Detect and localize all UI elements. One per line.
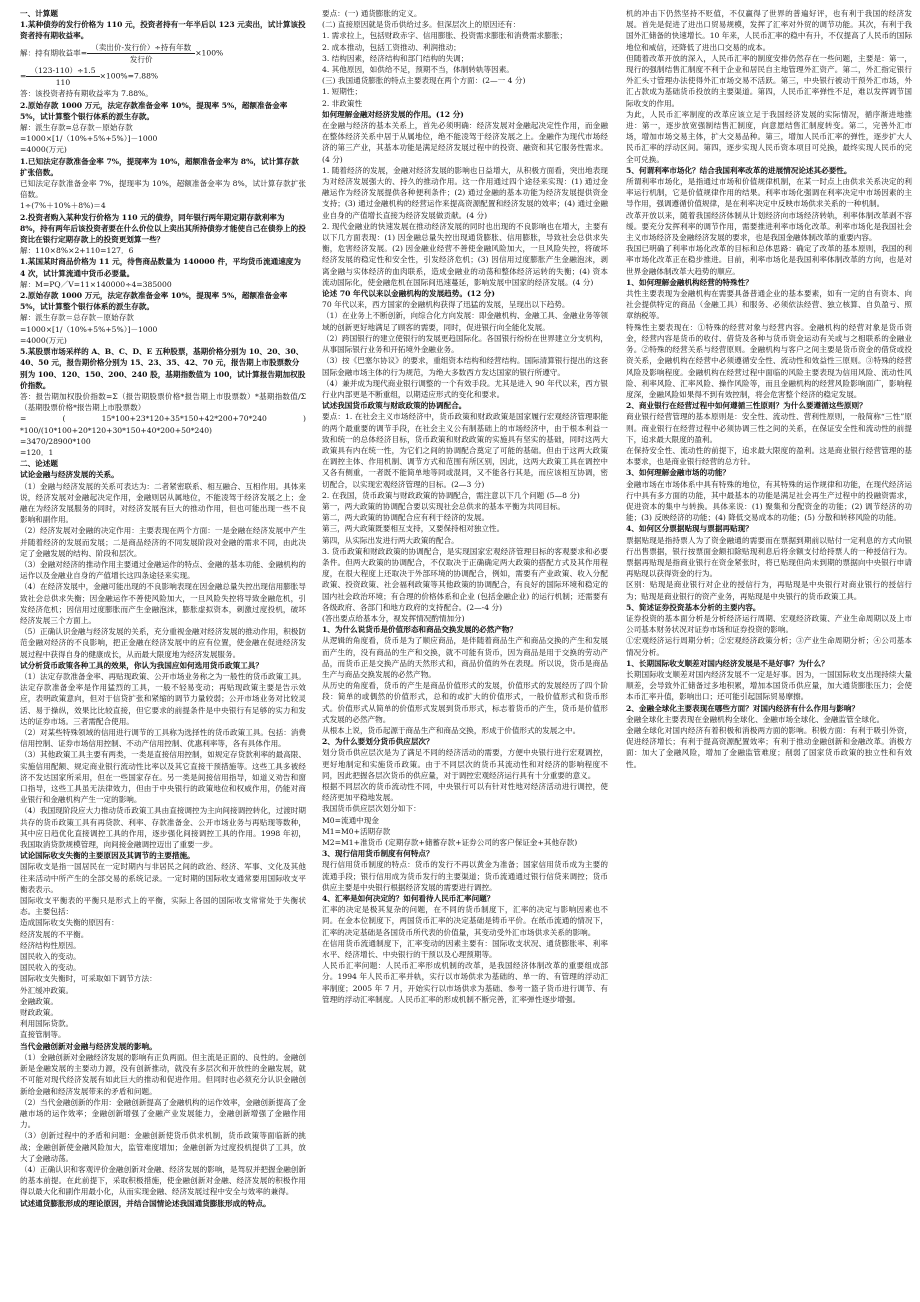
question-3: 1.已知法定存款准备金率 7%，提现率为 10%，超额准备金率为 8%，试计算存款扩张倍数。 [20,156,299,177]
paragraph: 1. 需求拉上，包括财政赤字、信用膨胀、投资需求膨胀和消费需求膨胀； [322,31,568,41]
question-title: 如何理解金融对经济发展的作用。(12 分) [322,109,464,119]
essay-4-paragraph: （2）当代金融创新的作用：金融创新提高了金融机构的运作效率，金融创新提高了金融市场的运作效率；金融创新增强了金融产业发展能力，金融创新增强了金融作用力。 [20,1097,306,1130]
paragraph: 我国已明确了利率市场化改革的目标和总体思路：确定了改革的基本原则，我国的利率市场化改革正在稳步推进。目前，利率市场化是我国利率体制改革的方向，也是对世界金融体制改革大趋势的顺应。 [626,244,912,276]
essay-4-paragraph: （4）正确认识和客观评价金融创新对金融、经济发展的影响，是驾驭并把握金融创新的基本前提。在此前提下，采取积极措施，使金融创新对金融、经济发展的积极作用得以最大化和副作用最小化，从而实现金融、经济发展过程中安全与效率的兼得。 [20,1164,306,1197]
q6-line-3: =4000(万元) [20,335,67,345]
essay-2-paragraph: （1）法定存款准备金率、再贴现政策、公开市场业务称之为一般性的货币政策工具。法定存款准备金率是作用猛烈的工具，一般不轻易变动；再贴现政策主要是告示效应，表明政策意向，但对于信贷扩张和紧缩的调节力量较弱；公开市场业务对比较灵活、易于操纵，效果比比较直接，但它要求的前提条件是中央银行有足够的实力和发达的证券市场。三者需配合使用。 [20,671,306,726]
paragraph: 1. 短期性； [322,87,363,97]
column-left [20,8,314,1296]
question-title: 3、如何理解金融市场的功能？ [626,468,731,478]
paragraph: 特殊性主要表现在：①特殊的经营对象与经营内容。金融机构的经营对象是货币资金，经营内容是货币的收付、借贷及各种与货币资金运动有关或与之相联系的金融业务。②特殊的经营关系与经营原则。金融机构与客户之间主要是货币资金的借贷或投资关系，金融机构在经营中必须遵循安全性、流动性和效益性三原则。③特殊的经营风险及影响程度。金融机构在经营过程中面临的风险主要表现为信用风险、流动性风险、利率风险、汇率风险、操作风险等，而且金融机构的经营风险影响面广，影响程度深，金融风险如果得不到有效控制，将会危害整个经济的稳定发展。 [626,322,912,399]
question-5: 1.某国某时商品价格为 11 元，待售商品数量为 140000 件，平均货币流通速度为 4 次，试计算流通中货币必要量。 [20,257,301,278]
q1-formula-prefix: 解：持有期收益率= [20,48,88,58]
question-title: 2、为什么要划分货币供应层次？ [322,737,434,747]
question-title: 1、为什么说货币是价值形态和商品交换发展的必然产物？ [322,625,518,635]
paragraph: 根据不同层次的货币流动性不同，中央银行可以有针对性地对经济活动进行调控，使经济更加平稳地发展。 [322,782,608,803]
essay-1-title: 试论金融与经济发展的关系。 [20,470,119,480]
essay-2-title: 试分析货币政策各种工具的效果，你认为我国应如何选用货币政策工具？ [20,660,263,670]
paragraph: （1）在业务上不断创新，向综合化方向发展：即金融机构、金融工具、金融业务等领域的创新更好地满足了顾客的需要，同时，促进银行向全能化发展。 [322,311,608,332]
paragraph: 第三，两大政策既要相互支持，又要保持相对独立性。 [322,524,505,534]
question-6: 2.原始存款 1000 万元，法定存款准备金率 10%，提现率 5%，超额准备金率 5%，试计算整个银行体系的派生存款。 [20,291,288,312]
paragraph: 区别：贴现是商业银行对企业的授信行为，再贴现是中央银行对商业银行的授信行为；贴现是商业银行的资产业务，再贴现是中央银行的货币政策工具。 [626,580,912,601]
q1-formula-suffix: ×100% [195,48,224,58]
essay-3-line: 财政政策。 [20,1008,58,1018]
essay-5-title: 试述通货膨胀形成的理论原因，并结合国情论述我国通货膨胀形成的特点。 [20,1198,271,1208]
question-title: 5、何谓利率市场化？结合我国利率改革的进展情况论述其必要性。 [626,165,852,175]
q2-line-2: =1000×[1/（10%+5%+5%）]－1000 [20,134,158,144]
question-2: 2.原始存款 1000 万元，法定存款准备金率 10%，提现率 5%，超额准备金率 5%，试计算整个银行体系的派生存款。 [20,100,288,121]
paragraph: 改革开放以来，随着我国经济体制从计划经济向市场经济转轨，利率体制改革剥不容缓。要充分发挥利率的调节作用，需要推进利率市场化改革。利率市场化是我国社会主义市场经济及金融经济发展的要求，也是我国金融体制改革的重要内容。 [626,210,912,243]
essay-3-paragraph: 国际收支平衡表的平衡只是形式上的平衡，实际上各国的国际收支常常处于失衡状态。主要包括： [20,896,306,917]
q1-fraction-denominator: 发行价 [129,54,153,64]
q6-line-2: =1000×[1/（10%+5%+5%）]－1000 [20,324,158,334]
paragraph: 4. 其他原因，如供给不足，预期不当，体制转轨等因素。 [322,65,514,75]
section-title-calculation: 一、计算题 [20,9,58,18]
paragraph: M2=M1+准货币 (定期存款+储蓄存款+证券公司的客户保证金+其他存款) [322,838,578,848]
paragraph: 2. 成本推动，包括工资推动、利润推动； [322,42,461,52]
paragraph: 为此，人民币汇率制度的改革应该立足于我国经济发展的实际情况，循序渐进地推进：第一，逐步放宽强制结售汇制度，向意愿结售汇制度转变。第二，完善外汇市场，增加市场交易主体，扩大交易品种。第三，增加人民币汇率的弹性，逐步扩大人民币汇率的浮动区间。第四，逐步实现人民币资本项目可兑换，最终实现人民币的完全可兑换。 [626,109,912,164]
essay-4-title: 当代金融创新对金融与经济发展的影响。 [20,1041,157,1051]
question-title: 论述 70 年代以来以金融机构的发展趋势。(12 分) [322,289,495,299]
essay-3-line: 国民收入的变动。 [20,952,81,962]
q2-line-3: =4000(万元) [20,145,67,155]
paragraph: 所谓利率市场化，是指通过市场和价值规律机制，在某一时点上由供求关系决定的利率运行机制，它是价值规律作用的结果。利率市场化强调在利率决定中市场因素的主导作用，强调遵循价值规律，是在利率决定中反映市场供求关系的一种机制。 [626,177,912,209]
paragraph: 共性主要表现为金融机构在需要具备普通企业的基本要素，如有一定的自有资本、向社会提供特定的商品（金融工具）和服务、必须依法经营、独立核算、自负盈亏、照章纳税等。 [626,289,912,321]
paragraph: 2. 现代金融业的快速发展在推动经济发展的同时也出现的不良影响也在增大，主要有以下几方面表现：(1) 因金融总量失控出现通货膨胀、信用膨胀，导致社会总供求失衡，危害经济发展。(2) 因金融业经营不善使金融风险加大，一旦风险失控，将破坏经济发展的稳定性和安全性，引发经济危机；(3) 因信用过度膨胀产生金融泡沫，剥离金融与实体经济的血肉联系，造成金融业的动荡和整体经济运转的失衡；(4) 资本流动国际化，使金融危机在国际间迅速蔓延，影响发展中国家的经济发展。(4 分) [322,221,608,287]
essay-3-paragraph: 国际收支是指一国居民在一定时期内与非居民之间的政治、经济、军事、文化及其他往来活动中所产生的全部交易的系统记录。一定时期的国际收支通常要用国际收支平衡表表示。 [20,862,306,894]
paragraph: 1. 随着经济的发展，金融对经济发展的影响也日益增大，从积极方面看，突出地表现为对经济发展强大的、持久的推动作用。这一作用通过四个途径来实现：(1) 通过金融运作为经济发展提供各种便利条件；(2) 通过金融的基本功能为经济发展提供资金支持；(3) 通过金融机构的经营运作来提高资源配置和经济发展的效率；(4) 通过金融业自身的产值增长直接为经济发展做贡献。(4 分) [322,165,608,220]
q1-calc-suffix: ×100%=7.88% [99,71,159,81]
paragraph: 金融全球化对国内经济有着积极和消极两方面的影响。积极方面：有利于吸引外资，促进经济增长；有利于提高资源配置效率；有利于推动金融创新和金融改革。消极方面：加大了金融风险，增加了金融监管难度；削弱了国家货币政策的独立性和有效性。 [626,726,912,769]
column-middle [322,8,608,1296]
paragraph: （2）跨国银行的建立使银行的发展更趋国际化。各国银行纷纷在世界建立分支机构，从事国际银行业务和开拓境外金融业务。 [322,333,608,355]
paragraph: 长期国际收支顺差对国内经济发展不一定是好事。因为，一国国际收支出现持续大量顺差，会导致外汇储备过多地积累，增加本国货币供应量，加大通货膨胀压力；会使本币汇率升值，影响出口；还可能引起国际贸易摩擦。 [626,669,912,702]
q3-line-2: 1÷(7%＋10%＋8%)＝4 [20,201,106,211]
paragraph: 但随着改革开放的深入，人民币汇率的制度安排仍然存在一些问题，主要是：第一，现行的强制结售汇制度不利于企业和居民自主地管理外汇资产。第二，外汇指定银行外汇头寸管理办法使得外汇市场交易不活跃。第三，中央银行被动干预外汇市场，外汇占款成为基础货币投放的主要渠道。第四，人民币汇率弹性不足，难以发挥调节国际收支的作用。 [626,53,912,108]
paragraph: 从逻辑的角度看，货币是为了顺应商品，是伴随着商品生产和商品交换的产生和发展而产生的，没有商品的生产和交换，就不可能有货币，因为商品是用于交换的劳动产品，而货币正是交换产品的天然形式和，商品价值的外在表现。所以说，货币是商品生产与商品交换发展的必然产物。 [322,636,608,679]
q2-line-1: 解：派生存款=总存款－原始存款 [20,123,133,133]
essay-3-line: 直接管制等。 [20,1030,66,1040]
q3-line-1: 已知法定存款准备金率 7%，提现率为 10%，超额准备金率为 8%，试计算存款扩张倍数。 [20,179,306,200]
q1-calculation [20,65,306,88]
essay-3-title: 试论国际收支失衡的主要原因及其调节的主要措施。 [20,851,195,861]
q7-line-4: =120．1 [20,447,54,457]
paragraph: 机的冲击下仍然坚持不贬值，不仅赢得了世界的普遍好评，也有利于我国的经济发展。首先是促进了进出口贸易规模，发挥了汇率对外贸的调节功能。其次，有利于我国外汇储备的快速增长。10 年来，人民币汇率的稳中有升，不仅提高了人民币的国际地位和威信，还降低了进出口交易的成本。 [626,9,912,52]
question-title: 3、现行信用货币制度有何特点？ [322,849,434,859]
essay-1-paragraph: （5）正确认识金融与经济发展的关系，充分重视金融对经济发展的推动作用，积极防范金融对经济的不良影响，把正金融在经济发展中的应有位置，使金融在促进经济发展过程中获得自身的健康成长，从而最大限度地为经济发展服务。 [20,627,306,659]
question-title: 2、商业银行在经营过程中如何遵循三性原则？为什么要遵循这些原则？ [626,401,867,411]
paragraph: 第二，两大政策的协调配合应有利于经济的发展。 [322,513,490,523]
paragraph: 在信用货币流通制度下，汇率变动的因素主要有：国际收支状况、通货膨胀率、利率水平、经济增长、中央银行的干预以及心理预期等。 [322,938,608,960]
question-4: 2.投资者购入某种发行价格为 110 元的债券，同年银行两年期定期存款利率为 8%，持有两年后该投资者要在什么价位以上卖出其所持债券才能使自己在债券上的投资比在银行定期存款上的投资更划算一些？ [20,212,306,245]
paragraph: 第一，两大政策的协调配合要以实现社会总供求的基本平衡为共同目标。 [322,501,565,511]
paragraph: （3）按《巴塞尔协议》的要求，重组资本结构和经营结构。国际清算银行提出的这套国际金融市场主体的行为规范，为绝大多数西方发达国家的银行所遵守。 [322,356,608,377]
q5-line-1: 解：M=PQ／V=11×140000÷4=385000 [20,279,172,289]
essay-3-paragraph: 造成国际收支失衡的原因有： [20,918,119,928]
essay-2-paragraph: （3）其他政策工具主要有两类，一类是直接信用控制，如规定存贷款利率的最高限、实施信用配额、规定商业银行流动性比率以及其它直接干预措施等。这些工具多被经济不发达国家所采用，但在一些国家存在。另一类是间接信用指导，如道义劝告和窗口指导，这些工具虽无法律效力，但由于中央银行的政策地位和权威作用，仍能对商业银行和金融机构产生一定的影响。 [20,750,306,805]
q7-line-1: 答：报告期加权股价指数=Σ（报告期股票价格*报告期上市股票数）*基期指数值/Σ（基期股票价格*报告期上市股票数） [20,391,306,413]
paragraph: 票据贴现是指持票人为了资金融通的需要而在票据到期前以贴付一定利息的方式向银行出售票据，银行按票面金额扣除贴现利息后将余额支付给持票人的一种授信行为。票据再贴现是指商业银行在资金紧张时，将已贴现但尚未到期的票据向中央银行申请再贴现以获得资金的行为。 [626,535,912,579]
q1-calc-denominator: 110 [55,78,71,88]
essay-4-paragraph: （3）创新过程中的矛盾和问题：金融创新使货币供求机制，货币政策等面临新的挑战；金融创新使金融风险加大，监管难度增加；金融创新为过度投机提供了工具，放大了金融动荡。 [20,1131,306,1163]
essay-1-paragraph: （3）金融对经济的推动作用主要通过金融运作的特点、金融的基本功能、金融机构的运作以及金融业自身的产值增长这四条途径来实现。 [20,559,306,581]
q1-answer: 答：该投资者持有期收益率为 7.88%。 [20,89,153,99]
q6-line-1: 解：派生存款＝总存款－原始存款 [20,313,134,323]
paragraph: 我国货币供应层次划分如下： [322,804,421,814]
paragraph: 2. 非政策性 [322,98,363,108]
question-title: 4、如何区分票据贴现与票据再贴现？ [626,524,753,534]
essay-3-line: 外汇缓冲政策。 [20,985,74,995]
q7-line-3: =3470/28900*100 [20,436,91,446]
paragraph: 3. 结构因素，经济结构和部门结构的失调； [322,53,469,63]
paragraph: M0=流通中现金 [322,815,379,825]
question-title: 4、汇率是如何决定的？如何看待人民币汇率问题？ [322,894,495,904]
paragraph: 第四，从实际出发进行两大政策的配合。 [322,535,459,545]
paragraph: 商业银行经营管理的基本原则是：安全性、流动性、营利性原则，一般简称“三性”原则。商业银行在经营过程中必须协调三性之间的关系，在保证安全性和流动性的前提下，追求最大限度的盈利。 [626,412,912,444]
question-1: 1.某种债券的发行价格为 110 元，投资者持有一年半后以 123 元卖出，试计算该投资者持有期收益率。 [20,20,306,41]
paragraph: ①宏观经济运行周期分析；②宏观经济政策分析；③产业生命周期分析；④公司基本情况分析。 [626,636,912,657]
paragraph: 金融全球化主要表现在金融机构全球化、金融市场全球化、金融监管全球化。 [626,714,885,724]
paragraph: 70 年代以来，西方国家的金融机构获得了迅猛的发展，呈现出以下趋势。 [322,300,570,310]
essay-4-paragraph: （1）金融创新对金融经济发展的影响有正负两面。但主流是正面的、良性的。金融创新是金融发展的主要动力源，没有创新推动，就没有多层次和开放性的金融发展，就不可能对现代经济发展有如此巨大的推动和促进作用。但同时也必须充分认识金融创新给金融和经济发展带来的矛盾和问题。 [20,1052,306,1096]
paragraph: 2. 在我国，货币政策与财政政策的协调配合，需注意以下几个问题 (5—8 分) [322,490,580,500]
essay-3-line: 国际收支失衡时，可采取如下调节方法： [20,974,157,984]
paragraph: M1=M0+活期存款 [322,826,391,836]
essay-1-paragraph: （4）在经济发展中，金融可能出现的不良影响表现在因金融总量失控出现信用膨胀导致社会总供求失衡；因金融运作不善使风险加大，一旦风险失控将导致金融危机，引发经济危机；因信用过度膨胀而产生金融泡沫，膨胀虚拟资本，刺激过度投机，破坏经济发展三个方面上。 [20,582,306,625]
essay-3-line: 金融政策。 [20,996,58,1006]
question-title: 2、金融全球化主要表现在哪些方面？对国内经济有什么作用与影响？ [626,703,860,713]
paragraph: 从根本上说，货币起源于商品生产和商品交换，形成于价值形式的发展之中。 [322,726,581,735]
paragraph: 从历史的角度看，货币的产生是商品价值形式的发展，价值形式的发展经历了四个阶段：简单的或偶然的价值形式，总和的或扩大的价值形式，一般价值形式和货币形式。价值形式从简单的价值形式发展到货币形式，标志着货币的产生，货币是价值形式发展的必然产物。 [322,681,608,724]
paragraph: (三) 我国通货膨胀的特点主要表现在两个方面：(2—一 4 分) [322,76,526,86]
essay-1-paragraph: （2）经济发展对金融的决定作用：主要表现在两个方面：一是金融在经济发展中产生并随着经济的发展而发展；二是商品经济的不同发展阶段对金融的需求不同，由此决定了金融发展的结构、阶段和层次。 [20,526,306,558]
essay-3-line: 利用国际贷款。 [20,1019,74,1029]
q1-fraction-numerator: （卖出价-发行价）÷持有年数 [87,42,195,54]
paragraph: (二) 直接原因就是货币供给过多。但深层次上的原因还有： [322,20,521,30]
question-title: 5、简述证券投资基本分析的主要内容。 [626,602,761,612]
q1-calc-numerator: （123-110）÷1.5 [26,65,99,77]
paragraph: 人民币汇率问题：人民币汇率形成机制的改革，是我国经济体制改革的重要组成部分。1994 年人民币汇率并轨，实行以市场供求为基础的、单一的、有管理的浮动汇率制度；2005 年 7 月，开始实行以市场供求为基础、参考一篮子货币进行调节、有管理的浮动汇率制度。人民币汇率的形成机制不断完善，汇率弹性逐步增强。 [322,961,608,1004]
paragraph: 汇率的决定是极其复杂的问题，在不同的货币制度下，汇率的决定与影响因素也不同。在金本位制度下，两国货币汇率的决定基础是铸币平价。在纸币流通的情况下，汇率的决定基础是各国货币所代表的价值量，其变动受外汇市场供求关系的影响。 [322,905,608,937]
section-title-essay: 二、论述题 [20,459,58,469]
question-title: 1、长期国际收支顺差对国内经济发展是不是好事？为什么？ [626,658,829,668]
paragraph: 金融市场在市场体系中具有特殊的地位，有其特殊的运作规律和功能，在现代经济运行中具有多方面的功能，其中最基本的功能是满足社会再生产过程中的投融资需求，促进资本的集中与转换。具体来说：(1) 聚集和分配资金的功能；(2) 调节经济的功能；(3) 反映经济的功能；(4) 降低交易成本的功能；(5) 分散和转移风险的功能。 [626,479,912,523]
paragraph: 要点：(一) 通货膨胀的定义。 [322,9,422,18]
paragraph: (答出要点给基本分，视发挥情况酌情加分) [322,613,465,623]
paragraph: （4）兼并成为现代商业银行调整的一个有效手段。尤其是进入 90 年代以来，西方银行业内部更是不断重组，以期适应形式的变化和要求。 [322,378,608,399]
paragraph: 3. 货币政策和财政政策的协调配合，是实现国家宏观经济管理目标的客观要求和必要条件。但两大政策的协调配合，不仅取决于正确确定两大政策的搭配方式及其作用程度，在很大程度上还取决于外部环境的协调配合，例如，需要有产业政策、收入分配政策、投资政策、社会福利政策等其他政策的协调配合，有良好的国际环境和稳定的国内社会政治环境；有合理的价格体系和企业 (包括金融企业) 的运行机制；还需要有各级政府、各部门和地方政府的支持配合。(2—-4 分) [322,546,608,612]
paragraph: 在保持安全性、流动性的前提下，追求最大限度的盈利。这是商业银行经营管理的基本要求，也是商业银行经营的总方针。 [626,445,912,467]
question-title: 试述我国货币政策与财政政策的协调配合。 [322,401,467,411]
essay-3-line: 经济发展的不平衡。 [20,929,89,939]
question-7: 5.某股票市场采样的 A、B、C、D、E 五种股票，基期价格分别为 10、20、30、40、50 元，报告期价格分别为 15、23、35、42、70 元，报告期上市股票数分别为 100、120、150、200、240 股，基期指数值为 100，试计算报告期加权股价指数。 [20,347,306,390]
paragraph: 现行信用货币制度的特点：货币的发行不再以黄金为准备；国家信用货币成为主要的流通手段；银行信用成为货币发行的主要渠道；货币流通通过银行信贷来调控；货币供应主要是中央银行根据经济发展的需要进行调控。 [322,860,608,892]
question-title: 1、如何理解金融机构经营的特殊性？ [626,277,753,287]
paragraph: 在金融与经济的基本关系上，首先必须明确：经济发展对金融起决定性作用，而金融在整体经济关系中居于从属地位，绝不能凌驾于经济发展之上。金融作为现代市场经济的第三产业，其基本功能是满足经济发展过程中的投资、融资和其它服务性需求。(4 分) [322,121,608,164]
essay-3-line: 国民收入的变动。 [20,963,81,973]
paragraph: 划分货币供应层次是为了满足不同的经济活动的需要，方便中央银行进行宏观调控，更好地制定和实施货币政策。由于不同层次的货币其流动性和对经济的影响程度不同，因此把握各层次货币的供应量，对于调控宏观经济运行具有十分重要的意义。 [322,748,608,780]
essay-1-paragraph: （1）金融与经济发展的关系可表达为：二者紧密联系、相互融合、互相作用。具体来说，经济发展对金融起决定作用，金融则居从属地位，不能凌驾于经济发展之上；金融在为经济发展服务的同时，对经济发展有巨大的推动作用，但也可能出现一些不良影响和副作用。 [20,481,306,525]
q1-calc-fraction [26,65,99,88]
essay-3-line: 经济结构性原因。 [20,940,81,950]
q1-fraction [87,42,195,65]
paragraph: 证券投资的基本面分析是分析经济运行周期、宏观经济政策、产业生命周期以及上市公司基本财务状况对证券市场和证券投资的影响。 [626,613,912,635]
essay-2-paragraph: （2）对某些特殊领域的信用进行调节的工具称为选择性的货币政策工具。包括：消费信用控制、证券市场信用控制、不动产信用控制、优惠利率等，各有具体作用。 [20,728,306,749]
paragraph: 要点：1. 在社会主义市场经济中，货币政策和财政政策是国家履行宏观经济管理职能的两个最重要的调节手段，在社会主义公有制基础上的市场经济中，由于根本利益一致和统一的总体经济目标，货币政策和财政政策的实施具有坚实的基础，同时这两大政策具有内在统一性，为它们之间的协调配合奠定了可能的基础。但由于这两大政策在调控主体、作用机制、调节方式和范围有所区别，因此，这两大政策工具在调控中又各有侧重，一者既不能简单地等同或混同，又不能各行其是，而应该相互协调，密切配合，以实现宏观经济管理的目标。(2—3 分) [322,412,608,489]
column-right [626,8,912,1296]
q7-line-2: = ( 15*100+23*120+35*150+42*200+70*240 ) *100/(10*100+20*120+30*150+40*200+50*240) [20,414,314,435]
essay-2-paragraph: （4）我国现阶段应大力推动货币政策工具由直接调控为主向间接调控转化，过渡时期共存的货币政策工具有再贷款、利率、存款准备金、公开市场业务与再贴现等数种，其中应日趋优化直接调控工具的作用，逐步强化间接调控工具的作用。1998 年初，我国取消贷款规模管理，向间接金融调控迈出了重要一步。 [20,806,306,850]
q4-line-1: 解：110×8%×2+110=127．6 [20,246,134,256]
q1-calc-prefix: = [20,71,27,81]
q1-formula [20,42,306,65]
